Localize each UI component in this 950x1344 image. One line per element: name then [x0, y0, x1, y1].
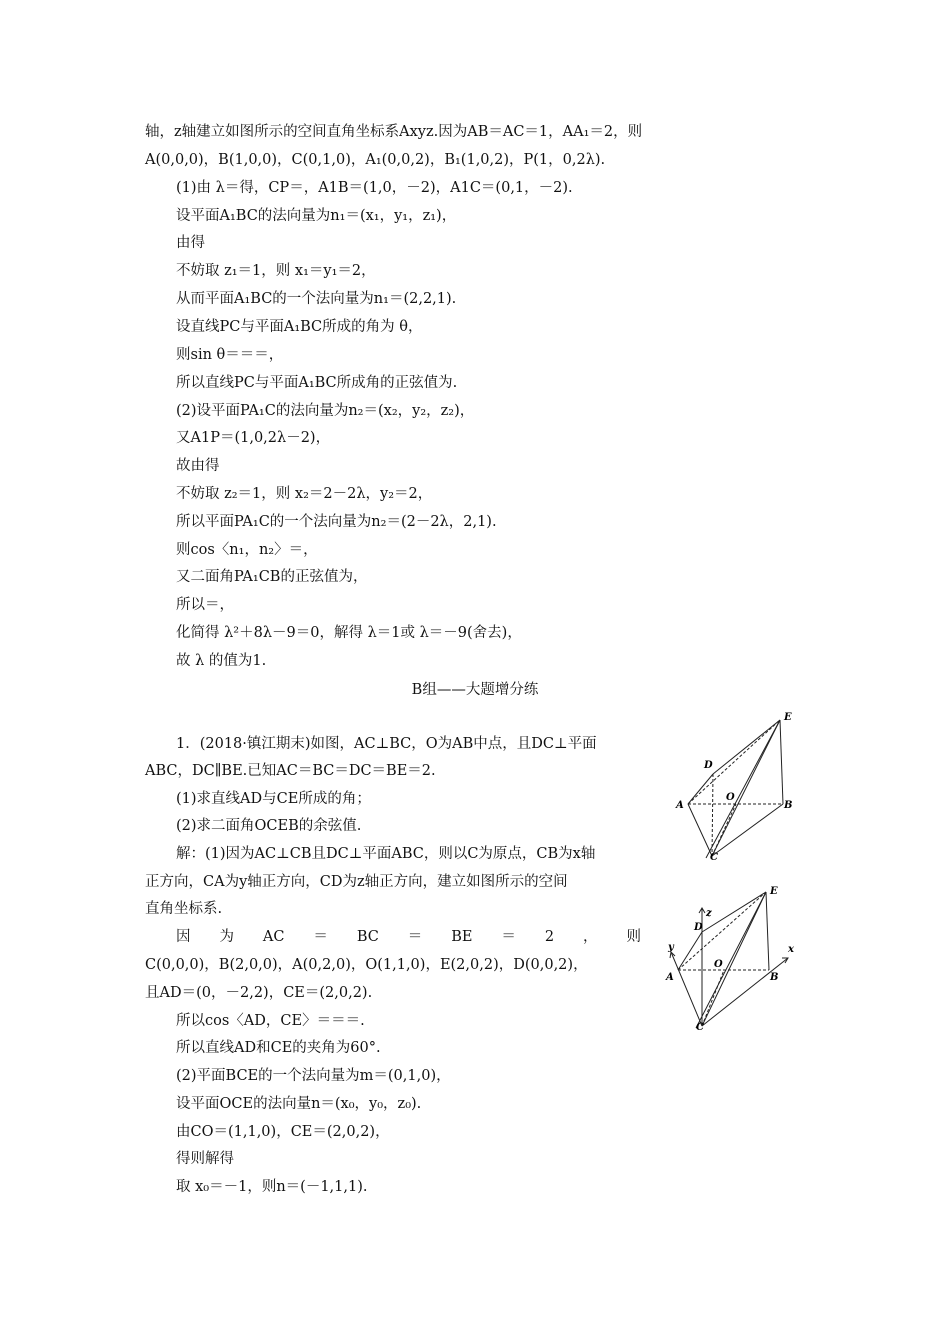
- solution-line: 所以直线AD和CE的夹角为60°.: [176, 1040, 381, 1056]
- text-line: 设直线PC与平面A₁BC所成的角为 θ，: [176, 319, 423, 335]
- coordinate-figure: [660, 882, 800, 1032]
- label-e: E: [784, 712, 792, 723]
- text-line: (1)由 λ＝得，CP＝，A1B＝(1,0，－2)，A1C＝(0,1，－2).: [176, 180, 573, 196]
- word: ，: [583, 929, 598, 945]
- label-a: A: [676, 800, 684, 811]
- text-line: 所以＝，: [176, 597, 234, 613]
- solution-line: 直角坐标系.: [145, 901, 223, 917]
- word: ＝: [407, 929, 423, 945]
- problem-line: 1．(2018·镇江期末)如图，AC⊥BC，O为AB中点，且DC⊥平面: [176, 736, 597, 752]
- text-line: 化简得 λ²＋8λ－9＝0，解得 λ＝1或 λ＝－9(舍去)，: [176, 625, 522, 641]
- problem-line: (1)求直线AD与CE所成的角；: [176, 791, 371, 807]
- text-line: 不妨取 z₂＝1，则 x₂＝2－2λ，y₂＝2，: [176, 486, 433, 502]
- text-line: 又A1P＝(1,0,2λ－2)，: [176, 430, 331, 446]
- solution-line: 取 x₀＝－1，则n＝(－1,1,1).: [176, 1179, 368, 1195]
- text-line: 设平面A₁BC的法向量为n₁＝(x₁，y₁，z₁)，: [176, 208, 457, 224]
- solution-line: 设平面OCE的法向量n＝(x₀，y₀，z₀).: [176, 1096, 422, 1112]
- word: AC: [262, 929, 285, 945]
- problem-line: (2)求二面角OCEB的余弦值.: [176, 818, 362, 834]
- text-line: 轴，z轴建立如图所示的空间直角坐标系Axyz.因为AB＝AC＝1，AA₁＝2，则: [145, 124, 643, 140]
- solution-line: (2)平面BCE的一个法向量为m＝(0,1,0)，: [176, 1068, 451, 1084]
- word: 2: [544, 929, 555, 945]
- text-line: (2)设平面PA₁C的法向量为n₂＝(x₂，y₂，z₂)，: [176, 403, 475, 419]
- label-z: z: [706, 908, 712, 919]
- word: ＝: [501, 929, 516, 945]
- prism-figure: [670, 712, 800, 862]
- text-line: 故 λ 的值为1.: [176, 653, 267, 669]
- word: BE: [451, 929, 473, 945]
- section-title: B组——大题增分练: [411, 682, 539, 698]
- label-b: B: [784, 800, 793, 811]
- text-line: 从而平面A₁BC的一个法向量为n₁＝(2,2,1).: [176, 291, 457, 307]
- label-c: C: [710, 852, 718, 862]
- solution-line: 正方向，CA为y轴正方向，CD为z轴正方向，建立如图所示的空间: [145, 874, 568, 890]
- solution-line: 且AD＝(0，－2,2)，CE＝(2,0,2).: [145, 985, 373, 1001]
- text-line: 故由得: [176, 458, 220, 474]
- text-line: 则sin θ＝＝＝，: [176, 347, 284, 363]
- text-line: 不妨取 z₁＝1，则 x₁＝y₁＝2，: [176, 263, 376, 279]
- label-x: x: [788, 944, 794, 955]
- label-b: B: [770, 972, 779, 983]
- label-e: E: [770, 886, 778, 897]
- label-c: C: [696, 1022, 704, 1032]
- text-line: 则cos〈n₁，n₂〉＝，: [176, 542, 318, 558]
- solution-line: C(0,0,0)，B(2,0,0)，A(0,2,0)，O(1,1,0)，E(2,0,2)，D(0,0,2)，: [145, 957, 588, 973]
- label-y: y: [668, 942, 674, 953]
- label-d: D: [694, 922, 703, 933]
- solution-line: 由CO＝(1,1,0)，CE＝(2,0,2)，: [176, 1124, 390, 1140]
- text-line: 所以直线PC与平面A₁BC所成角的正弦值为.: [176, 375, 458, 391]
- problem-line: ABC，DC∥BE.已知AC＝BC＝DC＝BE＝2.: [145, 763, 436, 779]
- label-o: O: [714, 959, 723, 970]
- solution-line: 得则解得: [176, 1151, 234, 1167]
- word: BC: [356, 929, 379, 945]
- label-o: O: [726, 792, 735, 803]
- text-line: 由得: [176, 235, 205, 251]
- word: 因: [176, 929, 191, 945]
- label-a: A: [666, 972, 674, 983]
- word: 为: [219, 929, 234, 945]
- spread-line: [176, 927, 641, 947]
- text-line: 所以平面PA₁C的一个法向量为n₂＝(2－2λ，2,1).: [176, 514, 497, 530]
- word: 则: [626, 929, 641, 945]
- solution-line: 所以cos〈AD，CE〉＝＝＝.: [176, 1013, 365, 1029]
- solution-line: 解：(1)因为AC⊥CB且DC⊥平面ABC，则以C为原点，CB为x轴: [176, 846, 596, 862]
- text-line: 又二面角PA₁CB的正弦值为，: [176, 569, 368, 585]
- label-d: D: [704, 760, 713, 771]
- word: ＝: [313, 929, 328, 945]
- text-line: A(0,0,0)，B(1,0,0)，C(0,1,0)，A₁(0,0,2)，B₁(1,0,2)，P(1，0,2λ).: [145, 152, 606, 168]
